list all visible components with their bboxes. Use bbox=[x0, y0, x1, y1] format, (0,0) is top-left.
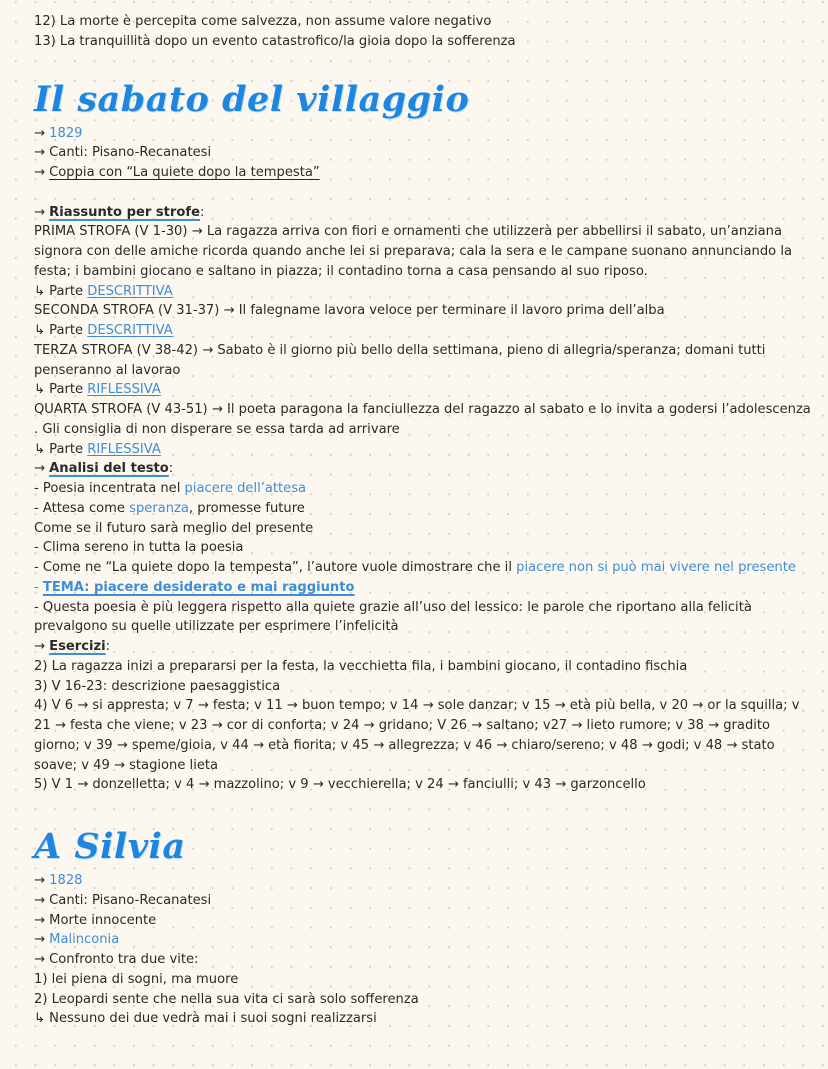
sub-arrow-icon: ↳ bbox=[34, 1011, 45, 1027]
parte-label: Parte bbox=[49, 323, 84, 338]
analisi-label: Analisi del testo bbox=[49, 461, 169, 477]
arrow-icon: → bbox=[34, 145, 45, 161]
parte-label: Parte bbox=[49, 441, 84, 457]
note-line-13: 13) La tranquillità dopo un evento catastrofico/la gioia dopo la sofferenza bbox=[34, 33, 516, 49]
section-title-sabato: Il sabato del villaggio bbox=[34, 78, 470, 120]
analisi-3: Come se il futuro sarà meglio del presente bbox=[34, 520, 314, 536]
strofa-4-text: Il poeta paragona la fanciullezza del ragazzo al sabato e lo invita a godersi l’adolescenza . Gli consiglia di non disperare se essa tarda ad arrivare bbox=[34, 402, 811, 437]
analisi-2-text: - Attesa come bbox=[34, 500, 125, 516]
colon: : bbox=[199, 204, 205, 220]
silvia-year: 1828 bbox=[49, 873, 83, 888]
parte-descrittiva: DESCRITTIVA bbox=[87, 323, 173, 338]
analisi-1 bbox=[34, 479, 814, 499]
strofa-4 bbox=[34, 400, 814, 440]
parte-line-2 bbox=[34, 321, 814, 341]
silvia-canti-line bbox=[34, 891, 814, 911]
arrow-icon: → bbox=[211, 402, 223, 417]
sub-arrow-icon: ↳ bbox=[34, 441, 45, 457]
riassunto-heading bbox=[34, 203, 814, 223]
analisi-2-highlight: speranza bbox=[129, 500, 189, 516]
strofa-2-label: SECONDA STROFA (V 31-37) bbox=[34, 303, 220, 319]
parte-riflessiva: RIFLESSIVA bbox=[87, 441, 161, 457]
esercizio-5: 5) V 1 → donzelletta; v 4 → mazzolino; v 9 → vecchierella; v 24 → fanciulli; v 43 → garzoncello bbox=[34, 777, 646, 793]
esercizi-label: Esercizi bbox=[49, 639, 106, 654]
strofa-3 bbox=[34, 341, 814, 381]
parte-label: Parte bbox=[49, 283, 84, 299]
parte-label: Parte bbox=[49, 382, 84, 398]
silvia-canti: Canti: Pisano-Recanatesi bbox=[49, 892, 212, 908]
silvia-nessuno-line bbox=[34, 1009, 814, 1029]
arrow-icon: → bbox=[34, 892, 45, 908]
tema-line bbox=[34, 578, 814, 598]
arrow-icon: → bbox=[34, 932, 45, 948]
sub-arrow-icon: ↳ bbox=[34, 323, 45, 338]
analisi-5-highlight: piacere non si può mai vivere nel presente bbox=[516, 560, 796, 575]
arrow-icon: → bbox=[34, 125, 45, 141]
silvia-confronto-line bbox=[34, 950, 814, 970]
coppia-line bbox=[34, 163, 814, 183]
analisi-2-post: , promesse future bbox=[188, 500, 305, 516]
parte-riflessiva: RIFLESSIVA bbox=[87, 382, 161, 398]
notes-page bbox=[34, 12, 814, 1029]
strofa-1-text: La ragazza arriva con fiori e ornamenti che utilizzerà per abbellirsi il sabato, un’anziana signora con delle amiche ricorda quando anche lei si preparava; cala la sera e le campane suonano annunciando la festa; i bambini giocano e saltano in piazza; il contadino torna a casa pensando al suo riposo. bbox=[34, 224, 792, 279]
colon: : bbox=[105, 639, 111, 654]
arrow-icon: → bbox=[34, 952, 45, 967]
analisi-2 bbox=[34, 499, 814, 519]
esercizio-2: 2) La ragazza inizi a prepararsi per la festa, la vecchietta fila, i bambini giocano, il contadino fischia bbox=[34, 658, 688, 674]
analisi-1-highlight: piacere dell’attesa bbox=[184, 481, 307, 496]
canti-text: Canti: Pisano-Recanatesi bbox=[49, 145, 212, 161]
section-title-silvia: A Silvia bbox=[34, 826, 186, 867]
strofa-3-label: TERZA STROFA (V 38-42) bbox=[34, 342, 199, 358]
tema-text: TEMA: piacere desiderato e mai raggiunto bbox=[42, 579, 355, 595]
colon: : bbox=[168, 461, 174, 477]
strofa-2-text: Il falegname lavora veloce per terminare il lavoro prima dell’alba bbox=[238, 303, 665, 319]
esercizio-4: 4) V 6 → si appresta; v 7 → festa; v 11 → buon tempo; v 14 → sole danzar; v 15 → età più bella, v 20 → or la squilla; v 21 → festa che viene; v 23 → cor di conforta; v 24 → gridano; V 26 → saltano; v27 → lieto rumore; v 38 → gradito giorno; v 39 → speme/gioia, v 44 → età fiorita; v 45 → allegrezza; v 46 → chiaro/sereno; v 48 → godi; v 48 → stato soave; v 49 → stagione lieta bbox=[34, 698, 800, 773]
esercizi-heading bbox=[34, 637, 814, 657]
esercizio-3: 3) V 16-23: descrizione paesaggistica bbox=[34, 678, 281, 694]
arrow-icon: → bbox=[34, 639, 45, 654]
analisi-4: - Clima sereno in tutta la poesia bbox=[34, 540, 244, 556]
analisi-5-text: - Come ne “La quiete dopo la tempesta”, l’autore vuole dimostrare che il bbox=[34, 560, 512, 575]
arrow-icon: → bbox=[202, 342, 214, 358]
sub-arrow-icon: ↳ bbox=[34, 283, 45, 299]
analisi-1-text: - Poesia incentrata nel bbox=[34, 481, 181, 496]
silvia-confronto: Confronto tra due vite: bbox=[49, 952, 199, 967]
coppia-text: Coppia con “La quiete dopo la tempesta” bbox=[49, 165, 320, 180]
silvia-vita-1: 1) lei piena di sogni, ma muore bbox=[34, 971, 239, 987]
strofa-1-label: PRIMA STROFA (V 1-30) bbox=[34, 224, 188, 240]
silvia-nessuno: Nessuno dei due vedrà mai i suoi sogni realizzarsi bbox=[49, 1011, 377, 1027]
sub-arrow-icon: ↳ bbox=[34, 382, 45, 398]
parte-line-1 bbox=[34, 282, 814, 302]
strofa-3-text: Sabato è il giorno più bello della settimana, pieno di allegria/speranza; domani tutti penseranno al lavorao bbox=[34, 342, 766, 378]
parte-line-4 bbox=[34, 440, 814, 460]
analisi-5 bbox=[34, 558, 814, 578]
arrow-icon: → bbox=[34, 165, 45, 180]
year-line bbox=[34, 124, 814, 144]
silvia-morte: Morte innocente bbox=[49, 912, 157, 928]
silvia-vita-2: 2) Leopardi sente che nella sua vita ci sarà solo sofferenza bbox=[34, 991, 419, 1007]
silvia-malinconia-line bbox=[34, 930, 814, 950]
strofa-4-label: QUARTA STROFA (V 43-51) bbox=[34, 402, 208, 417]
canti-line bbox=[34, 143, 814, 163]
silvia-morte-line bbox=[34, 911, 814, 931]
tema-dash: - bbox=[34, 579, 39, 595]
note-line-12: 12) La morte è percepita come salvezza, non assume valore negativo bbox=[34, 14, 492, 29]
parte-descrittiva: DESCRITTIVA bbox=[87, 283, 173, 299]
year-value: 1829 bbox=[49, 125, 83, 141]
strofa-1 bbox=[34, 222, 814, 281]
arrow-icon: → bbox=[34, 912, 45, 928]
silvia-malinconia: Malinconia bbox=[49, 932, 120, 948]
parte-line-3 bbox=[34, 380, 814, 400]
arrow-icon: → bbox=[34, 873, 45, 888]
analisi-heading bbox=[34, 459, 814, 479]
arrow-icon: → bbox=[34, 461, 45, 477]
arrow-icon: → bbox=[223, 303, 235, 319]
arrow-icon: → bbox=[191, 224, 203, 240]
silvia-year-line bbox=[34, 871, 814, 891]
analisi-6: - Questa poesia è più leggera rispetto alla quiete grazie all’uso del lessico: le parole che riportano alla felicità prevalgono su quelle utilizzate per esprimere l’infelicità bbox=[34, 599, 752, 635]
riassunto-label: Riassunto per strofe bbox=[49, 204, 200, 220]
strofa-2 bbox=[34, 301, 814, 321]
arrow-icon: → bbox=[34, 204, 45, 220]
